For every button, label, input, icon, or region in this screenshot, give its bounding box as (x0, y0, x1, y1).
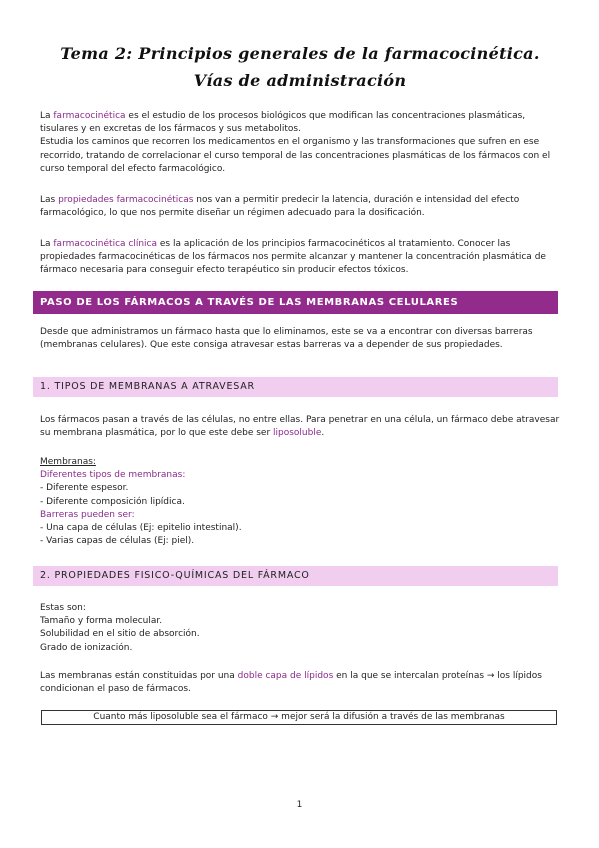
section-heading: PASO DE LOS FÁRMACOS A TRAVÉS DE LAS MEMBRANAS CELULARES (33, 291, 558, 314)
list-item: - Diferente composición lipídica. (40, 496, 185, 507)
intro-paragraph-2: Estudia los caminos que recorren los medicamentos en el organismo y las transformaciones que sufren en ese recorrido, tratando de correlacionar el curso temporal de las concentraciones plasmáticas de los fármacos con el curso temporal del efecto farmacológico. (40, 137, 551, 174)
intro-block (40, 110, 560, 176)
subsection-heading: 1. TIPOS DE MEMBRANAS A ATRAVESAR (33, 377, 558, 397)
highlight-term: farmacocinética (53, 111, 126, 121)
intro-paragraph-1 (40, 110, 560, 136)
subsection-heading: 2. PROPIEDADES FISICO-QUÍMICAS DEL FÁRMACO (33, 566, 558, 586)
text: La (40, 111, 54, 121)
highlight-term: doble capa de lípidos (237, 671, 334, 681)
highlight-term: propiedades farmacocinéticas (58, 195, 194, 205)
intro-paragraph-4 (40, 238, 560, 278)
subsection-paragraph (40, 414, 560, 440)
intro-paragraph-3 (40, 194, 560, 220)
list-item: Solubilidad en el sitio de absorción. (40, 629, 200, 640)
list-item: - Varias capas de células (Ej: piel). (40, 536, 195, 547)
list-item: Grado de ionización. (40, 642, 133, 653)
list-item: - Una capa de células (Ej: epitelio intestinal). (40, 523, 242, 534)
tipos-label: Diferentes tipos de membranas: (40, 470, 186, 481)
list-item: Tamaño y forma molecular. (40, 616, 163, 627)
text: Los fármacos pasan a través de las células, no entre ellas. Para penetrar en una célula, un fármaco debe atravesar su membrana plasmática, por lo que este debe ser (40, 415, 560, 439)
highlight-term: farmacocinética clínica (53, 239, 158, 249)
membranas-label: Membranas: (40, 457, 96, 467)
text: es la aplicación de los principios farmacocinéticos al tratamiento. Conocer las propiedades farmacocinéticas de los fármacos nos permite alcanzar y mantener la concentración plasmática de fármaco necesaria para conseguir efecto terapéutico sin producir efectos tóxicos. (40, 239, 546, 276)
text: en la que se intercalan proteínas → los lípidos condicionan el paso de fármacos. (40, 671, 542, 695)
text: nos van a permitir predecir la latencia, duración e intensidad del efecto farmacológico, lo que nos permite diseñar un régimen adecuado para la dosificación. (40, 195, 520, 219)
text: Las membranas están constituidas por una (40, 671, 238, 681)
membrane-paragraph (40, 670, 560, 696)
properties-list (40, 602, 560, 655)
list-item: - Diferente espesor. (40, 483, 129, 494)
text: Las (40, 195, 59, 205)
text: es el estudio de los procesos biológicos que modifican las concentraciones plasmáticas, tisulares y en excretas de los fármacos y sus metabolitos. (40, 111, 526, 135)
key-point-box: Cuanto más liposoluble sea el fármaco → mejor será la difusión a través de las membranas (41, 710, 557, 725)
text: La (40, 239, 54, 249)
highlight-term: liposoluble (273, 428, 322, 439)
text: . (321, 428, 325, 439)
list-intro: Estas son: (40, 603, 86, 613)
page-number: 1 (296, 800, 303, 810)
page-title: Tema 2: Principios generales de la farmacocinética. Vías de administración (60, 44, 540, 90)
barreras-label: Barreras pueden ser: (40, 509, 135, 520)
section-paragraph: Desde que administramos un fármaco hasta que lo eliminamos, este se va a encontrar con diversas barreras (membranas celulares). Que este consiga atravesar estas barreras va a depender de sus propiedades. (40, 327, 533, 351)
membranas-list (40, 456, 560, 548)
